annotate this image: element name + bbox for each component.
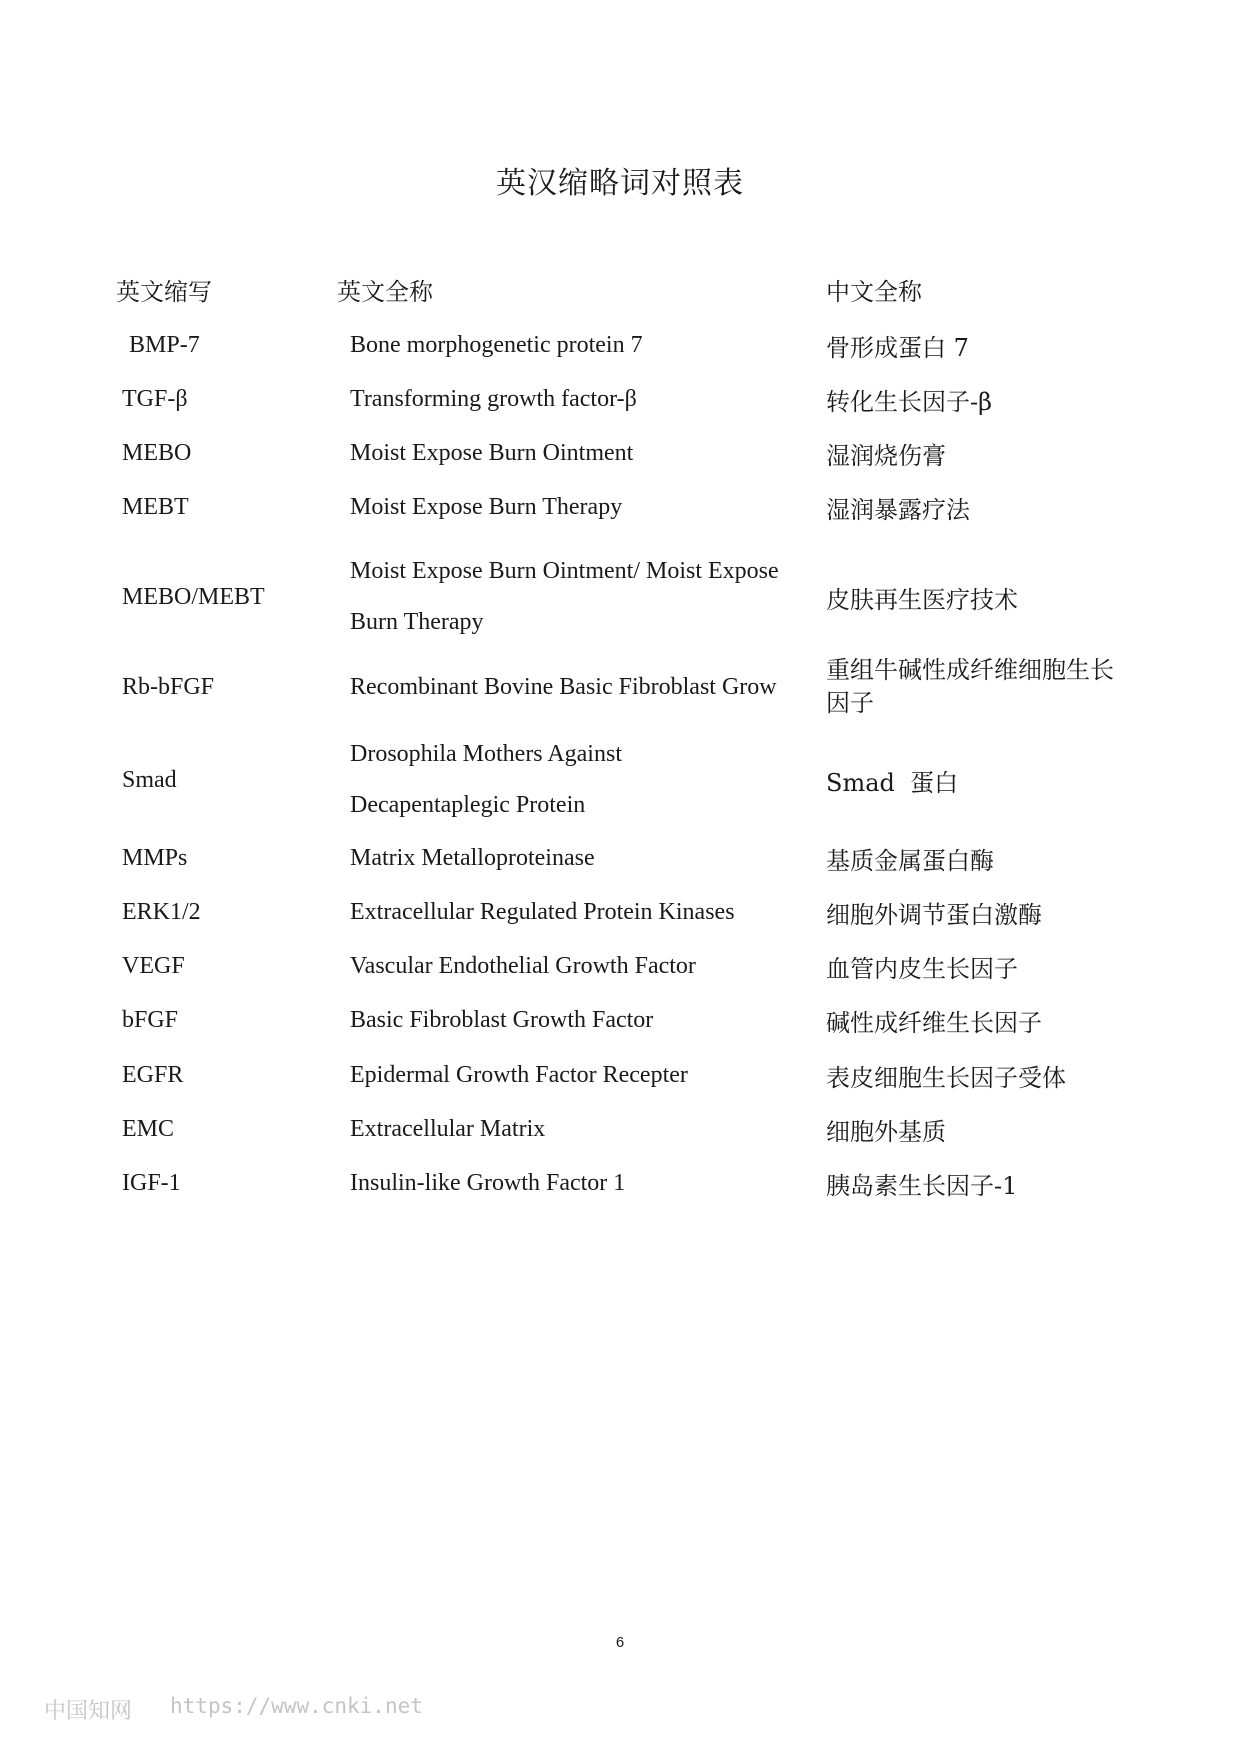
chinese-name-cell: 重组牛碱性成纤维细胞生长因子 bbox=[826, 656, 1114, 717]
abbreviation-cell: EGFR bbox=[122, 1061, 184, 1088]
table-row bbox=[0, 433, 1240, 473]
abbreviation-cell: MEBO/MEBT bbox=[122, 583, 265, 610]
english-name-cell: Epidermal Growth Factor Recepter bbox=[350, 1061, 688, 1088]
page-title: 英汉缩略词对照表 bbox=[496, 166, 744, 201]
table-row bbox=[0, 1055, 1240, 1095]
table-row bbox=[0, 652, 1240, 722]
abbreviation-cell: Smad bbox=[122, 766, 177, 793]
abbreviation-cell: MMPs bbox=[122, 844, 188, 871]
table-row bbox=[0, 547, 1240, 647]
table-header bbox=[0, 272, 1240, 312]
abbreviation-cell: bFGF bbox=[122, 1006, 179, 1033]
chinese-name-cell: 碱性成纤维生长因子 bbox=[826, 1008, 1042, 1037]
table-row bbox=[0, 892, 1240, 932]
chinese-name-cell: 湿润烧伤膏 bbox=[826, 441, 946, 470]
abbreviation-cell: IGF-1 bbox=[122, 1169, 181, 1196]
header-abbreviation: 英文缩写 bbox=[116, 278, 212, 306]
table-row bbox=[0, 379, 1240, 419]
watermark-url: https://www.cnki.net bbox=[170, 1694, 423, 1718]
english-name-cell: Recombinant Bovine Basic Fibroblast Grow bbox=[350, 673, 777, 700]
chinese-name-cell: 表皮细胞生长因子受体 bbox=[826, 1063, 1066, 1092]
english-name-cell: Vascular Endothelial Growth Factor bbox=[350, 952, 696, 979]
english-name-cell: Extracellular Matrix bbox=[350, 1115, 546, 1142]
abbreviation-cell: MEBO bbox=[122, 439, 192, 466]
table-row bbox=[0, 838, 1240, 878]
english-name-cell: Matrix Metalloproteinase bbox=[350, 844, 595, 871]
chinese-name-cell: 湿润暴露疗法 bbox=[826, 495, 970, 524]
header-english-full-name: 英文全称 bbox=[337, 278, 433, 306]
abbreviation-cell: VEGF bbox=[122, 952, 185, 979]
table-row bbox=[0, 1109, 1240, 1149]
abbreviation-cell: Rb-bFGF bbox=[122, 673, 215, 700]
watermark-text: 中国知网 bbox=[44, 1699, 133, 1724]
table-row bbox=[0, 946, 1240, 986]
page-number: 6 bbox=[615, 1634, 625, 1651]
abbreviation-cell: TGF-β bbox=[122, 385, 188, 412]
table-row bbox=[0, 325, 1240, 365]
english-name-cell: Transforming growth factor-β bbox=[350, 385, 637, 412]
chinese-name-cell: 细胞外基质 bbox=[826, 1117, 946, 1146]
abbreviation-cell: ERK1/2 bbox=[122, 898, 201, 925]
chinese-name-cell: Smad 蛋白 bbox=[826, 768, 959, 797]
table-row bbox=[0, 727, 1240, 833]
chinese-name-cell: 基质金属蛋白酶 bbox=[826, 846, 994, 875]
chinese-name-cell: 转化生长因子-β bbox=[826, 387, 992, 416]
english-name-cell: Drosophila Mothers Against Decapentaplegic Protein bbox=[350, 741, 622, 818]
english-name-cell: Moist Expose Burn Ointment bbox=[350, 439, 634, 466]
english-name-cell: Basic Fibroblast Growth Factor bbox=[350, 1006, 654, 1033]
abbreviation-cell: MEBT bbox=[122, 493, 189, 520]
table-row bbox=[0, 1163, 1240, 1203]
chinese-name-cell: 皮肤再生医疗技术 bbox=[826, 585, 1018, 614]
abbreviation-cell: BMP-7 bbox=[129, 331, 200, 358]
english-name-cell: Moist Expose Burn Ointment/ Moist Expose Burn Therapy bbox=[350, 558, 779, 635]
table-row bbox=[0, 487, 1240, 527]
english-name-cell: Bone morphogenetic protein 7 bbox=[350, 331, 643, 358]
english-name-cell: Insulin-like Growth Factor 1 bbox=[350, 1169, 626, 1196]
abbreviation-cell: EMC bbox=[122, 1115, 175, 1142]
chinese-name-cell: 胰岛素生长因子-1 bbox=[826, 1171, 1018, 1200]
watermark bbox=[44, 1694, 423, 1725]
table-row bbox=[0, 1000, 1240, 1040]
english-name-cell: Extracellular Regulated Protein Kinases bbox=[350, 898, 735, 925]
english-name-cell: Moist Expose Burn Therapy bbox=[350, 493, 623, 520]
chinese-name-cell: 细胞外调节蛋白激酶 bbox=[826, 900, 1042, 929]
header-chinese-full-name: 中文全称 bbox=[826, 278, 922, 306]
chinese-name-cell: 骨形成蛋白 7 bbox=[826, 333, 969, 362]
chinese-name-cell: 血管内皮生长因子 bbox=[826, 954, 1018, 983]
